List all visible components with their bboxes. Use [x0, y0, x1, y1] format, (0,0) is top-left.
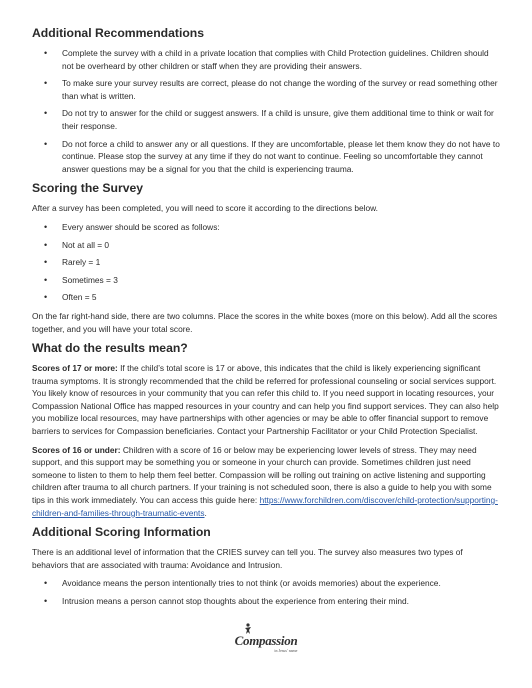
logo-tagline: in Jesus' name — [274, 648, 298, 653]
paragraph-text: If the child’s total score is 17 or above, this indicates that the child is likely experiencing significant trauma symptoms. It is strongly recommended that the child be referred for professional counseling or social services support. You likely know of resources in your community that you can refer this child to. If you need support in locating resources, your Compassion National Office has mapped resources in your country and can help you find support services. They can also help you mobilize local resources, may have partnerships with other agencies or may be able to offer financial support to remove barriers to services for Compassion beneficiaries. Contact your Partnership Facilitator or your Child Protection Specialist. — [32, 363, 499, 437]
paragraph-low-scores — [32, 444, 500, 520]
list-item: • To make sure your survey results are correct, please do not change the wording of the survey or read something other than what is written. — [32, 77, 500, 102]
logo-name: Compassion — [234, 633, 298, 648]
paragraph: After a survey has been completed, you will need to score it according to the directions below. — [32, 203, 378, 214]
section-additional-scoring — [32, 525, 500, 607]
paragraph-text: . — [204, 507, 207, 518]
list-item: • Every answer should be scored as follows: — [32, 221, 500, 234]
list-item: • Rarely = 1 — [32, 256, 500, 269]
list-item: • Avoidance means the person intentionally tries to not think (or avoids memories) about the experience. — [32, 577, 500, 590]
paragraph-text: Children with a score of 16 or below may be experiencing lower levels of stress. They may need support, and this support may be something you or someone in your church can provide. Sometimes children just need someone to listen to them to help them feel better. Compassion will be rolling out training on active listening and supporting children after trauma to all church partners. If your training is not scheduled soon, there is also a guide to help you with some tips in this work immediately. You can access this guide here: — [32, 444, 492, 506]
list-item: • Not at all = 0 — [32, 239, 500, 252]
logo-mark — [235, 632, 298, 653]
section-results-meaning — [32, 341, 500, 519]
section-heading: Scoring the Survey — [32, 181, 144, 196]
list-item: • Often = 5 — [32, 291, 500, 304]
paragraph: On the far right-hand side, there are two columns. Place the scores in the white boxes (more on this below). Add all the scores together, and you will have your total score. — [32, 310, 498, 334]
compassion-logo — [0, 632, 532, 657]
list-item: • Intrusion means a person cannot stop thoughts about the experience from entering their mind. — [32, 595, 500, 608]
paragraph: There is an additional level of information that the CRIES survey can tell you. The survey also measures two types of behaviors that are associated with trauma: Avoidance and Intrusion. — [32, 547, 463, 570]
section-additional-recommendations — [32, 26, 500, 175]
bold-label: Scores of 17 or more: — [32, 363, 118, 374]
section-heading: What do the results mean? — [32, 341, 188, 356]
child-figure-icon — [243, 623, 253, 635]
list-item: • Do not try to answer for the child or suggest answers. If a child is unsure, give them additional time to think or wait for their response. — [32, 107, 500, 132]
section-heading: Additional Recommendations — [32, 26, 204, 40]
bullet-list — [32, 221, 500, 304]
paragraph-high-scores — [32, 362, 500, 438]
section-heading: Additional Scoring Information — [32, 525, 211, 540]
bold-label: Scores of 16 or under: — [32, 444, 121, 455]
list-item: • Sometimes = 3 — [32, 274, 500, 287]
bullet-list — [32, 47, 500, 175]
list-item: • Complete the survey with a child in a private location that complies with Child Protection guidelines. Children should not be overheard by other children or staff when they are providing their answers. — [32, 47, 500, 72]
bullet-list — [32, 577, 500, 607]
section-scoring-the-survey — [32, 181, 500, 335]
guide-link[interactable]: https://www.forchildren.com/discover/child-protection/supporting-children-and-families-through-traumatic-events — [32, 495, 498, 518]
list-item: • Do not force a child to answer any or all questions. If they are uncomfortable, please let them know they do not have to continue. Please stop the survey at any time if they do not want to continue. Feeling so uncomfortable they cannot answer questions may be a signal for you that the child is experiencing trauma. — [32, 138, 500, 176]
